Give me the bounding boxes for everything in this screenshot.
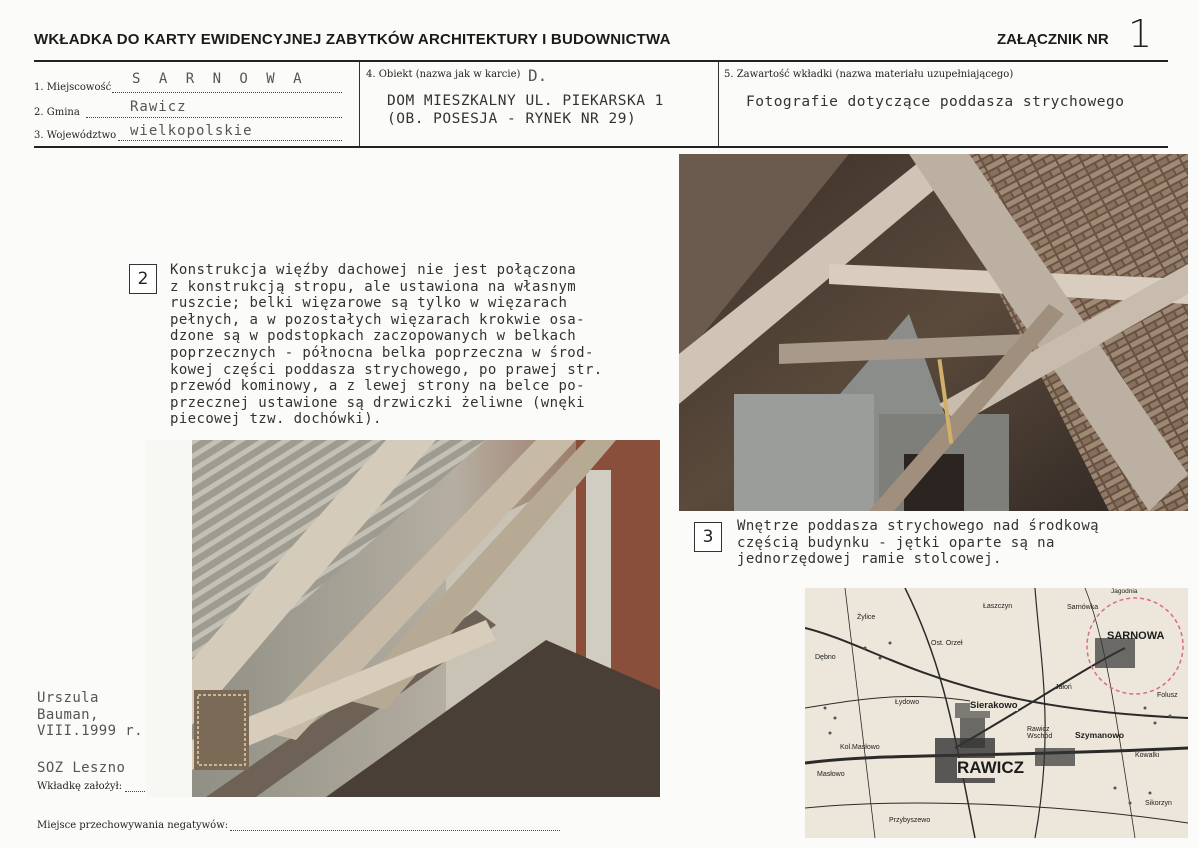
map-label-rawicz: RAWICZ: [957, 758, 1025, 777]
caption-3-line: jednorzędowej ramie stolcowej.: [737, 551, 1002, 568]
object-label: 4. Obiekt (nazwa jak w karcie): [366, 69, 521, 80]
caption-3-line: Wnętrze poddasza strychowego nad środkową: [737, 518, 1099, 534]
location-map: [805, 588, 1188, 838]
caption-3-text: [737, 518, 1177, 568]
map-label-debno: Dębno: [815, 654, 836, 661]
photo-2-image: [146, 440, 660, 797]
map-label-sarnowka: Sarnówka: [1067, 604, 1099, 611]
map-label-rawicz-wschod: Rawicz Wschód: [1027, 726, 1053, 740]
created-by-label: Wkładkę założył:: [37, 781, 123, 792]
caption-2-line: kowej części poddasza strychowego, po prawej str.: [170, 361, 603, 378]
caption-2-text: [170, 262, 690, 428]
commune-dots: [86, 117, 342, 118]
caption-2-line: przecznej ustawione są drzwiczki żeliwne (wnęki: [170, 394, 585, 411]
caption-2-line: dzone są w podstopkach zaczopowanych w belkach: [170, 328, 577, 345]
author-name-2: Bauman,: [37, 706, 99, 723]
map-label-maslowo: Masłowo: [817, 771, 845, 778]
caption-2-line: poprzecznych - północna belka poprzeczna w środ-: [170, 344, 594, 361]
map-label-folusz: Folusz: [1157, 692, 1178, 699]
map-label-sikorzyn: Sikorzyn: [1145, 800, 1172, 807]
author-org: SOZ Leszno: [37, 760, 126, 776]
contents-label: 5. Zawartość wkładki (nazwa materiału uzupełniającego): [724, 69, 1014, 80]
contents-value: Fotografie dotyczące poddasza strychowego: [746, 94, 1125, 110]
map-label-sarnowa: SARNOWA: [1107, 630, 1165, 642]
object-line-1: DOM MIESZKALNY UL. PIEKARSKA 1: [387, 93, 664, 109]
map-label-ost-orzel: Ost. Orzeł: [931, 640, 963, 647]
locality-dots: [112, 92, 342, 93]
caption-2-line: ruszcie; belki więzarowe są tylko w więzarach: [170, 295, 568, 312]
voivodeship-value: wielkopolskie: [130, 123, 253, 139]
map-label-jalon: Jałoń: [1055, 684, 1072, 691]
annex-number: 1: [1128, 12, 1153, 56]
author-block: [37, 690, 143, 740]
locality-label: 1. Miejscowość: [34, 82, 112, 93]
photo-3-image: [679, 154, 1188, 511]
caption-3-number: 3: [694, 522, 722, 552]
map-label-kol-maslowo: Kol.Masłowo: [840, 744, 880, 751]
map-label-leszczyn: Łaszczyn: [983, 603, 1013, 610]
map-image: [805, 588, 1188, 838]
map-label-przybyszewo: Przybyszewo: [889, 817, 931, 824]
object-mark: D.: [528, 66, 548, 85]
object-line-2: (OB. POSESJA - RYNEK NR 29): [387, 111, 637, 127]
map-label-jagodnia: Jagodnia: [1111, 588, 1138, 595]
caption-2-line: przewód kominowy, a z lewej strony na belce po-: [170, 378, 585, 395]
map-label-zylice: Żylice: [857, 614, 876, 621]
caption-3-line: częścią budynku - jętki oparte są na: [737, 534, 1055, 551]
photo-3-attic-interior: [679, 154, 1188, 511]
divider-2: [718, 62, 719, 147]
commune-value: Rawicz: [130, 99, 187, 115]
header-top-rule: [34, 60, 1168, 62]
voivodeship-dots: [118, 140, 342, 141]
author-date: VIII.1999 r.: [37, 723, 143, 740]
map-label-kowalki: Kowalki: [1135, 752, 1160, 759]
caption-2-line: pełnych, a w pozostałych więzarach krokwie osa-: [170, 311, 585, 328]
negatives-dots: [230, 830, 560, 831]
annex-label: ZAŁĄCZNIK NR: [997, 31, 1109, 48]
header-bottom-rule: [34, 146, 1168, 148]
caption-2-line: z konstrukcją stropu, ale ustawiona na własnym: [170, 278, 577, 295]
locality-value: S A R N O W A: [132, 71, 307, 87]
commune-label: 2. Gmina: [34, 107, 80, 118]
created-by-dots: [125, 791, 145, 792]
caption-2-line: Konstrukcja więźby dachowej nie jest połączona: [170, 262, 577, 278]
negatives-label: Miejsce przechowywania negatywów:: [37, 820, 229, 831]
caption-2-line: piecowej tzw. dochówki).: [170, 411, 382, 428]
map-label-sierakowo: Sierakowo: [970, 700, 1018, 711]
caption-2-number: 2: [129, 264, 157, 294]
divider-1: [359, 62, 360, 147]
author-name-1: Urszula: [37, 690, 99, 706]
voivodeship-label: 3. Województwo: [34, 130, 117, 141]
map-label-lydowo: Łydowo: [895, 699, 920, 706]
photo-2-attic-beams: [146, 440, 660, 797]
map-label-szymanowo: Szymanowo: [1075, 730, 1125, 740]
form-title: WKŁADKA DO KARTY EWIDENCYJNEJ ZABYTKÓW ARCHITEKTURY I BUDOWNICTWA: [34, 31, 671, 48]
